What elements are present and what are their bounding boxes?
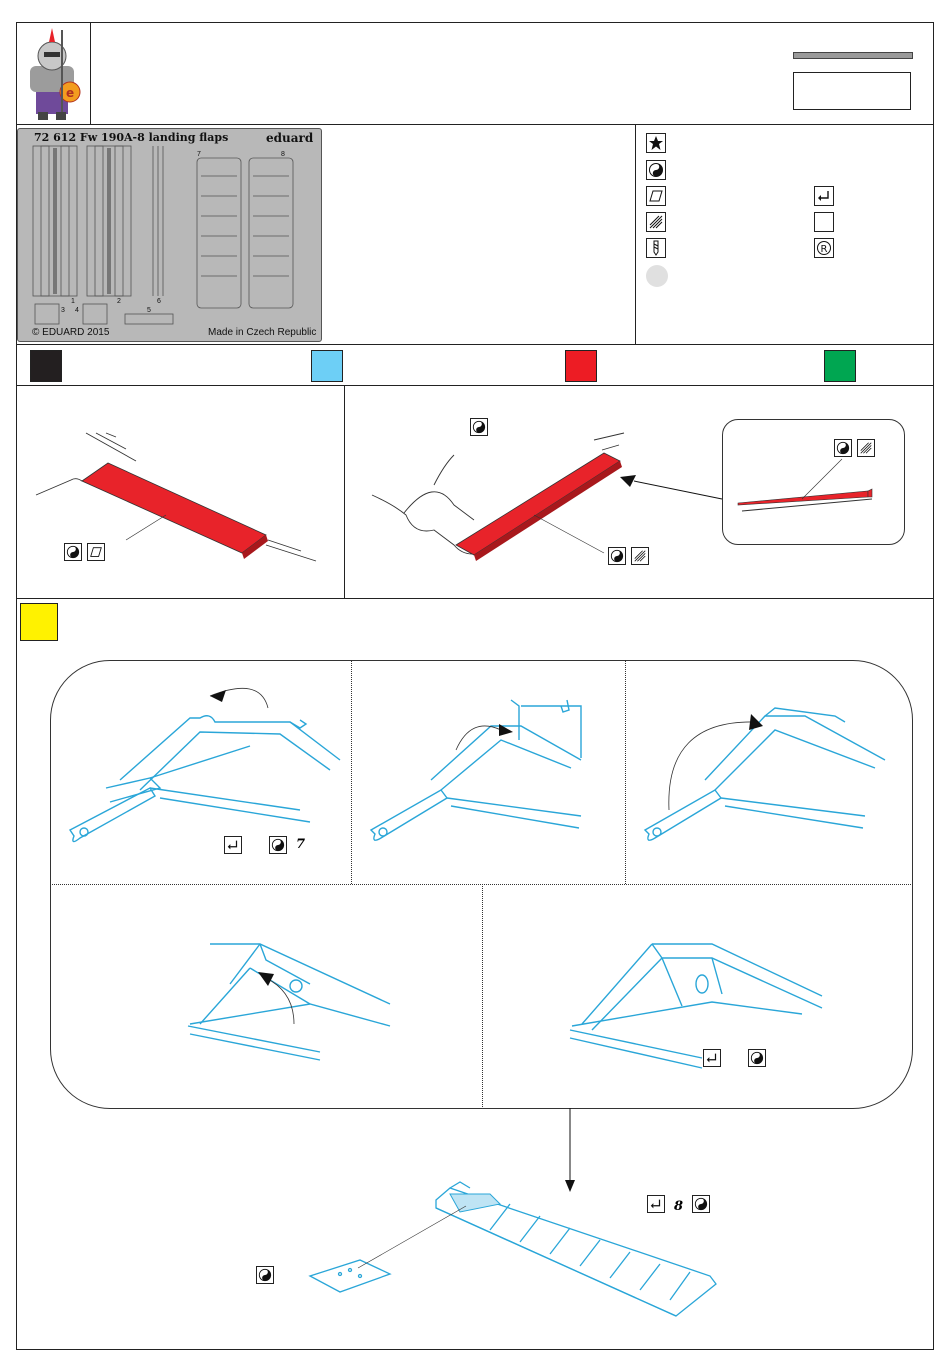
swatch-green bbox=[824, 350, 856, 382]
svg-text:R: R bbox=[820, 244, 828, 255]
bend-icon bbox=[703, 1049, 721, 1067]
header-grey-bar bbox=[793, 52, 913, 59]
empty-box-icon bbox=[814, 212, 834, 232]
yin-yang-icon bbox=[64, 543, 82, 561]
substep-2-drawing bbox=[351, 660, 625, 884]
flap-profile-detail bbox=[722, 419, 905, 545]
r-circle-icon bbox=[814, 238, 834, 258]
swatch-red bbox=[565, 350, 597, 382]
yin-yang-icon bbox=[256, 1266, 274, 1284]
final-flap-assembly-drawing bbox=[300, 1160, 730, 1330]
hatched-paper-icon bbox=[857, 439, 875, 457]
yin-yang-icon bbox=[470, 418, 488, 436]
hatched-paper-icon bbox=[646, 212, 666, 232]
part-label-1: 1 bbox=[71, 298, 75, 305]
substep-1-drawing bbox=[50, 660, 350, 884]
fret-origin: Made in Czech Republic bbox=[208, 327, 317, 338]
yin-yang-icon bbox=[608, 547, 626, 565]
bend-icon bbox=[814, 186, 834, 206]
swatch-row bbox=[16, 344, 934, 386]
eduard-knight-logo bbox=[22, 26, 84, 122]
yin-yang-icon bbox=[748, 1049, 766, 1067]
bend-icon bbox=[647, 1195, 665, 1213]
part-label-3: 3 bbox=[61, 307, 65, 314]
substep-5-drawing bbox=[482, 884, 913, 1109]
fret-brand: eduard bbox=[266, 131, 314, 145]
header-box bbox=[793, 72, 911, 110]
yin-yang-icon bbox=[646, 160, 666, 180]
yin-yang-icon bbox=[834, 439, 852, 457]
star-icon bbox=[646, 133, 666, 153]
svg-text:e: e bbox=[66, 86, 75, 100]
part-label-8: 8 bbox=[281, 151, 285, 158]
swatch-light-blue bbox=[311, 350, 343, 382]
fret-title: 72 612 Fw 190A-8 landing flaps bbox=[34, 131, 229, 144]
substep-4-drawing bbox=[50, 884, 482, 1109]
paper-icon bbox=[87, 543, 105, 561]
wing-flap-drawing-left bbox=[16, 385, 345, 599]
substep-3-drawing bbox=[625, 660, 913, 884]
paper-icon bbox=[646, 186, 666, 206]
final-part-number: 8 bbox=[674, 1199, 684, 1214]
legend-cell bbox=[635, 124, 934, 345]
yin-yang-icon bbox=[269, 836, 287, 854]
hatched-paper-icon bbox=[631, 547, 649, 565]
yin-yang-icon bbox=[692, 1195, 710, 1213]
swatch-yellow-step-marker bbox=[20, 603, 58, 641]
part-label-2: 2 bbox=[117, 298, 121, 305]
part-label-7: 7 bbox=[197, 151, 201, 158]
grey-circle-icon bbox=[646, 265, 668, 287]
drill-icon bbox=[646, 238, 666, 258]
part-label-4: 4 bbox=[75, 307, 79, 314]
fret-copyright: © EDUARD 2015 bbox=[32, 327, 110, 338]
part-label-5: 5 bbox=[147, 307, 151, 314]
substep-1-part-number: 7 bbox=[296, 837, 306, 852]
fret-parts-drawing bbox=[17, 128, 322, 342]
bend-icon bbox=[224, 836, 242, 854]
swatch-black bbox=[30, 350, 62, 382]
part-label-6: 6 bbox=[157, 298, 161, 305]
